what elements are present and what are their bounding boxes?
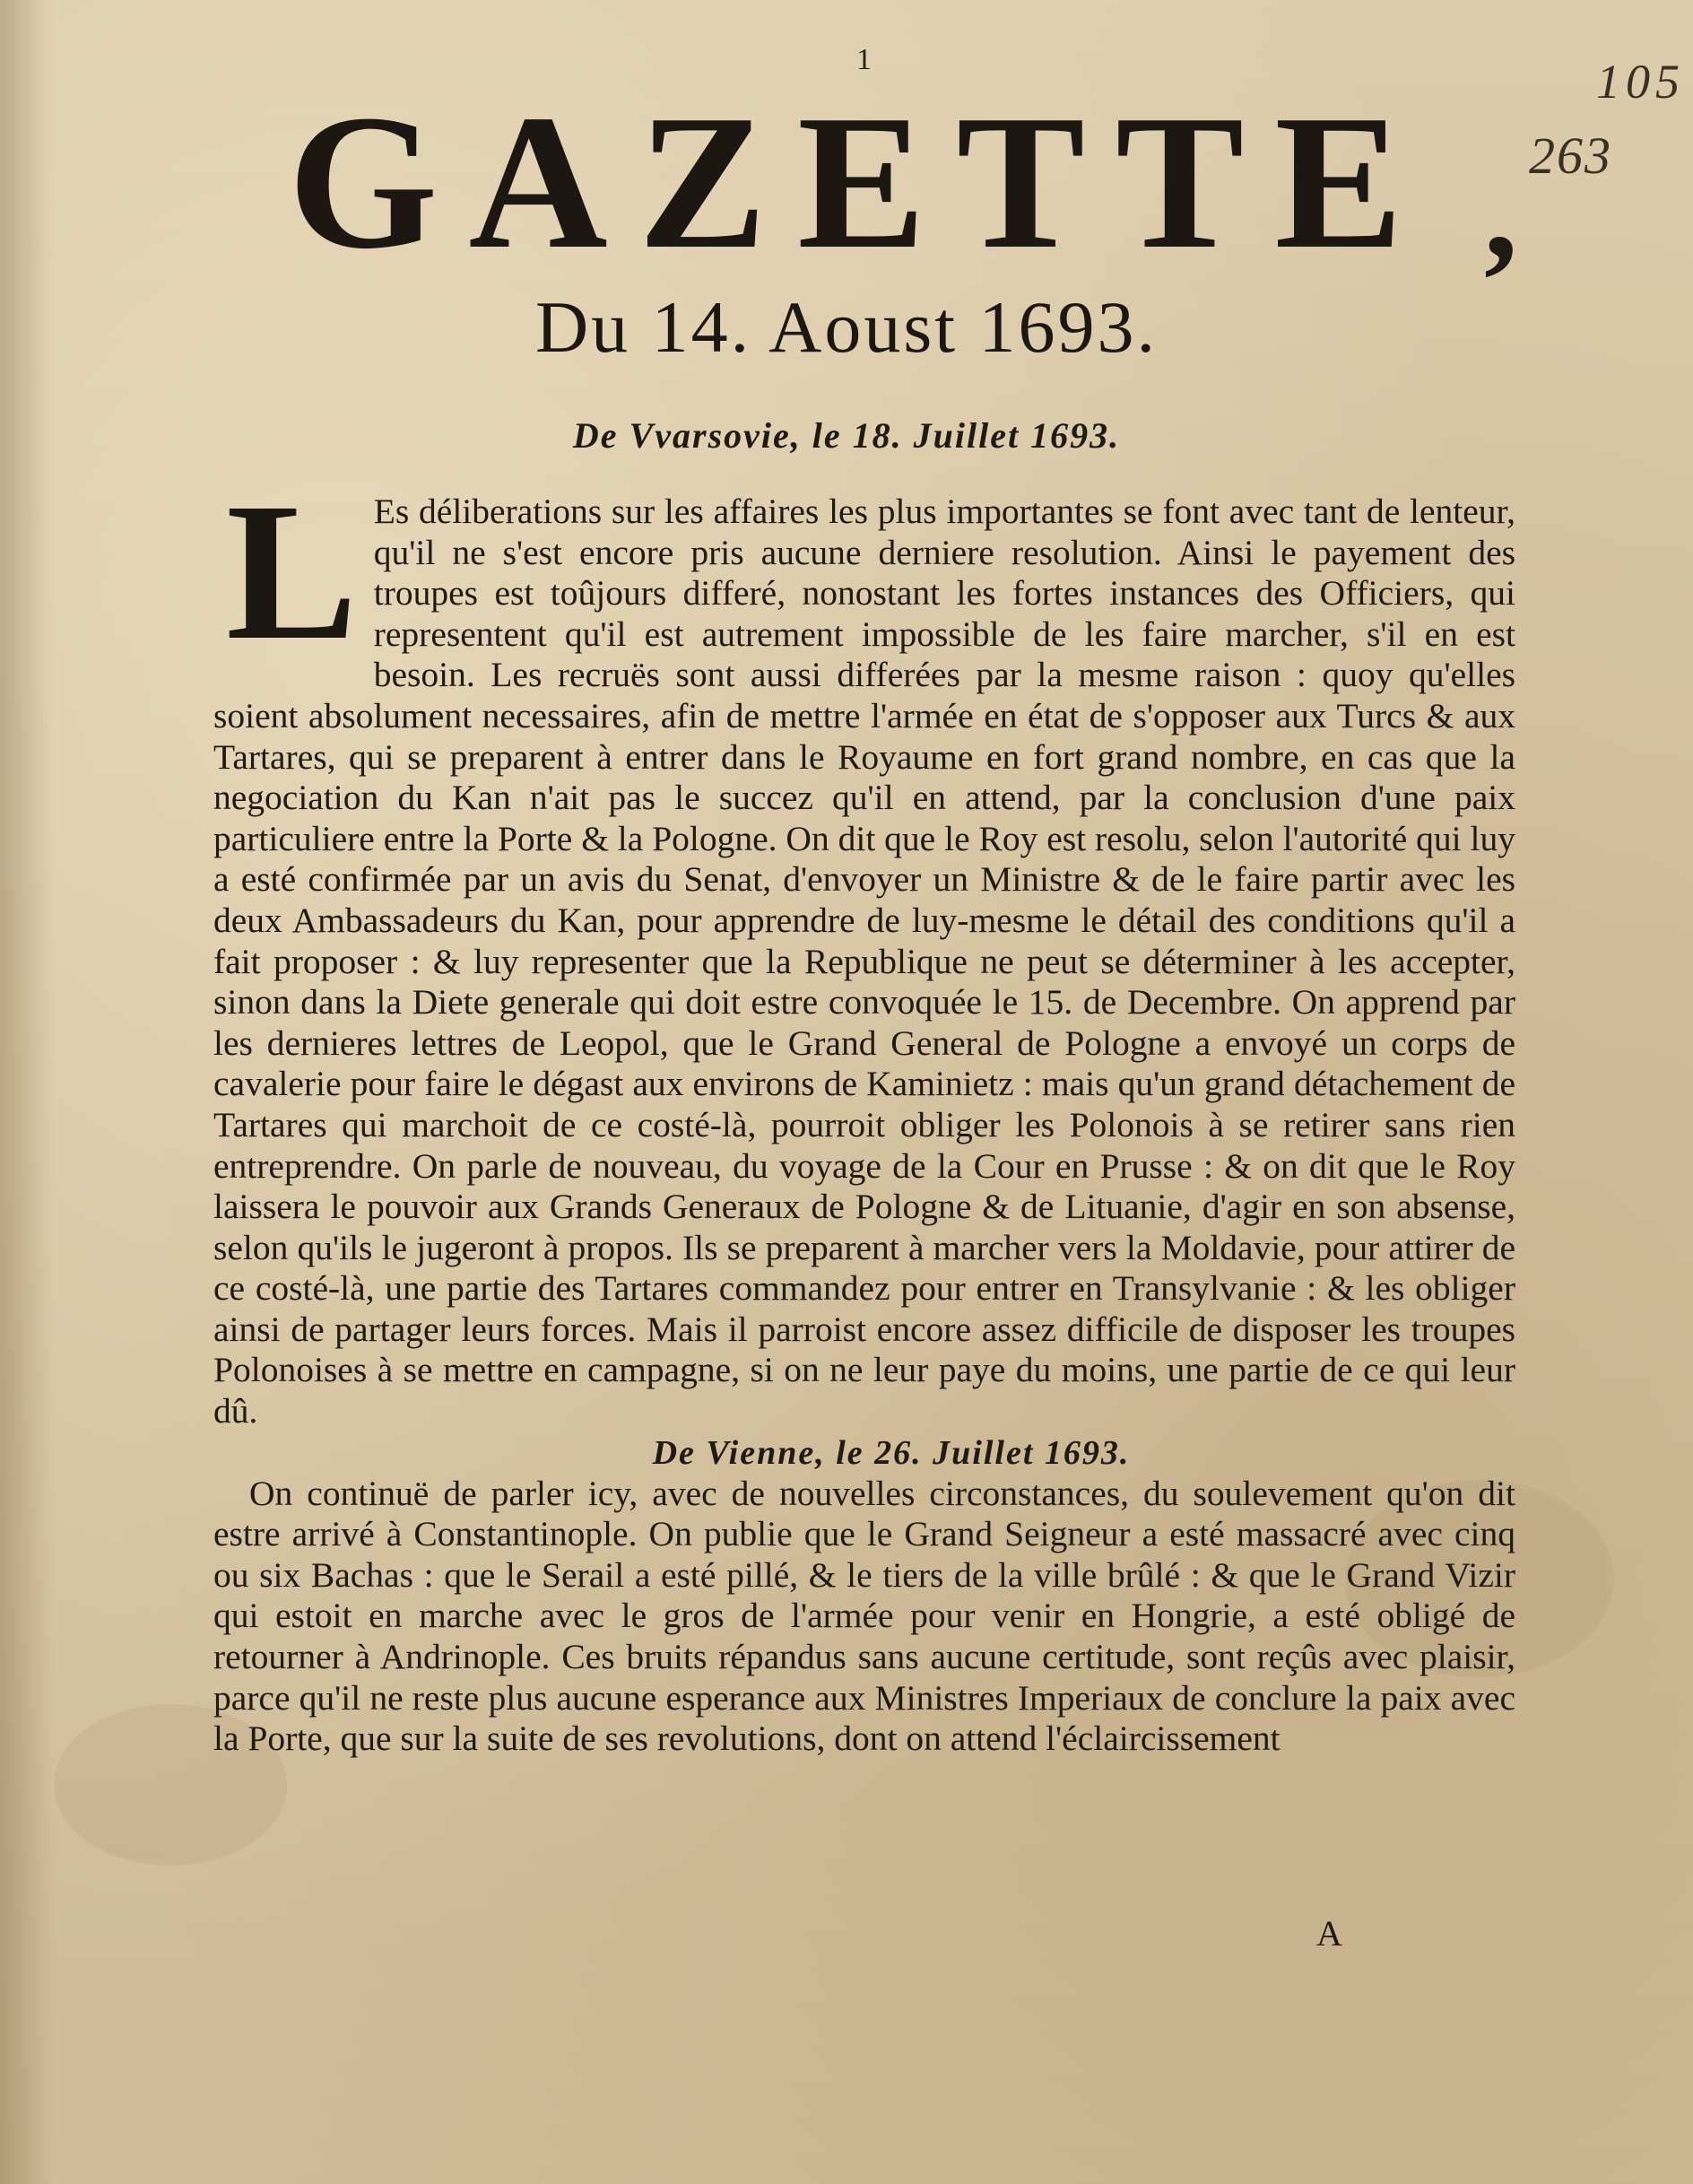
dateline-warsaw: De Vvarsovie, le 18. Juillet 1693. bbox=[572, 415, 1121, 456]
folio-number: 1 bbox=[856, 43, 872, 76]
article-body bbox=[213, 462, 1515, 1760]
dateline-vienna: De Vienne, le 26. Juillet 1693. bbox=[652, 1433, 1131, 1472]
issue-date: Du 14. Aoust 1693. bbox=[534, 286, 1159, 368]
signature-mark: A bbox=[1316, 1913, 1342, 1953]
drop-cap: L bbox=[226, 462, 358, 681]
article-warsaw-text: Es déliberations sur les affaires les plus importantes se font avec tant de lenteur, qu'il ne s'est encore pris aucune derniere resolution. Ainsi le payement des troupes est toûjours differé, nonostant les fortes instances des Officiers, qui representent qu'il est autrement impossible de les faire marcher, s'il en est besoin. Les recruës sont aussi differées par la mesme raison : quoy qu'elles soient absolument necessaires, afin de mettre l'armée en état de s'opposer aux Turcs & aux Tartares, qui se preparent à entrer dans le Royaume en fort grand nombre, en cas que la negociation du Kan n'ait pas le succez qu'il en attend, par la conclusion d'une paix particuliere entre la Porte & la Pologne. On dit que le Roy est resolu, selon l'autorité qui luy a esté confirmée par un avis du Senat, d'envoyer un Ministre & de le faire partir avec les deux Ambassadeurs du Kan, pour apprendre de luy-mesme le détail des conditions qu'il a fait proposer : & luy representer que la Republique ne peut se déterminer à les accepter, sinon dans la Diete generale qui doit estre convoquée le 15. de Decembre. On apprend par les dernieres lettres de Leopol, que le Grand General de Pologne a envoyé un corps de cavalerie pour faire le dégast aux environs de Kaminietz : mais qu'un grand détachement de Tartares qui marchoit de ce costé-là, pourroit obliger les Polonois à se retirer sans rien entreprendre. On parle de nouveau, du voyage de la Cour en Prusse : & on dit que le Roy laissera le pouvoir aux Grands Generaux de Pologne & de Lituanie, d'agir en son absense, selon qu'ils le jugeront à propos. Ils se preparent à marcher vers la Moldavie, pour attirer de ce costé-là, une partie des Tartares commandez pour entrer en Transylvanie : & les obliger ainsi de partager leurs forces. Mais il parroist encore assez difficile de disposer les troupes Polonoises à se mettre en campagne, si on ne leur paye du moins, une partie de ce qui leur dû. bbox=[213, 492, 1515, 1431]
handwritten-reference: 105 bbox=[1596, 55, 1685, 109]
newspaper-title: GAZETTE bbox=[288, 74, 1434, 289]
title-comma: , bbox=[1484, 137, 1518, 286]
article-vienna-text: On continuë de parler icy, avec de nouvelles circonstances, du soulevement qu'on dit estre arrivé à Constantinople. On publie que le Grand Seigneur a esté massacré avec cinq ou six Bachas : que le Serail a esté pillé, & le tiers de la ville brûlé : & que le Grand Vizir qui estoit en marche avec le gros de l'armée pour venir en Hongrie, a esté obligé de retourner à Andrinople. Ces bruits répandus sans aucune certitude, sont reçûs avec plaisir, parce qu'il ne reste plus aucune esperance aux Ministres Imperiaux de conclure la paix avec la Porte, que sur la suite de ses revolutions, dont on attend l'éclaircissement bbox=[213, 1473, 1515, 1759]
handwritten-page-number: 263 bbox=[1529, 126, 1612, 185]
